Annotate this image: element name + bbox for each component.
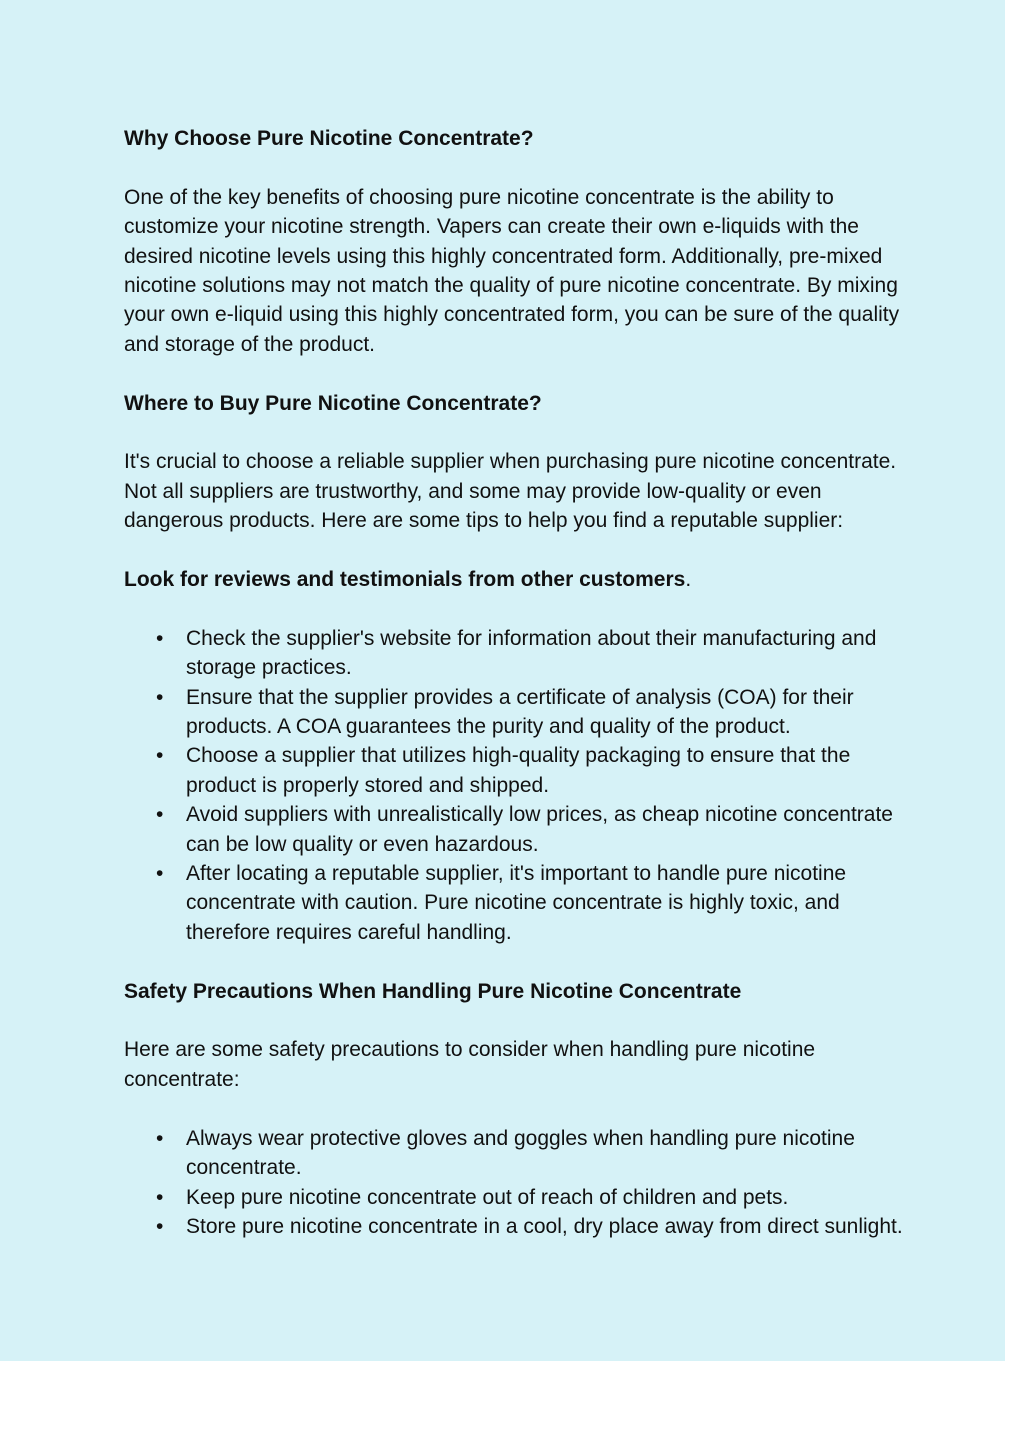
list-item: • After locating a reputable supplier, it's important to handle pure nicotine concentrate with caution. Pure nicotine concentrate is highly toxic, and therefore requires careful handling. bbox=[186, 859, 914, 947]
why-paragraph: One of the key benefits of choosing pure nicotine concentrate is the ability to customize your nicotine strength. Vapers can create their own e-liquids with the desired nicotine levels using this highly concentrated form. Additionally, pre-mixed nicotine solutions may not match the quality of pure nicotine concentrate. By mixing your own e-liquid using this highly concentrated form, you can be sure of the quality and storage of the product. bbox=[124, 185, 900, 356]
supplier-tips-list bbox=[124, 624, 914, 947]
list-item: • Choose a supplier that utilizes high-quality packaging to ensure that the product is properly stored and shipped. bbox=[186, 741, 914, 800]
list-item: • Keep pure nicotine concentrate out of reach of children and pets. bbox=[186, 1183, 914, 1212]
reviews-tip bbox=[124, 565, 914, 594]
list-item: • Check the supplier's website for information about their manufacturing and storage practices. bbox=[186, 624, 914, 683]
list-item: • Ensure that the supplier provides a certificate of analysis (COA) for their products. A COA guarantees the purity and quality of the product. bbox=[186, 683, 914, 742]
why-heading: Why Choose Pure Nicotine Concentrate? bbox=[124, 127, 534, 150]
safety-precautions-list bbox=[124, 1124, 914, 1242]
list-item: • Avoid suppliers with unrealistically low prices, as cheap nicotine concentrate can be low quality or even hazardous. bbox=[186, 800, 914, 859]
reviews-tip-suffix: . bbox=[685, 568, 692, 592]
document-content bbox=[124, 124, 914, 1271]
safety-heading: Safety Precautions When Handling Pure Nicotine Concentrate bbox=[124, 979, 742, 1003]
reviews-tip-bold: Look for reviews and testimonials from other customers bbox=[124, 568, 686, 592]
list-item: • Always wear protective gloves and goggles when handling pure nicotine concentrate. bbox=[186, 1124, 914, 1183]
list-item: • Store pure nicotine concentrate in a cool, dry place away from direct sunlight. bbox=[186, 1212, 914, 1241]
where-heading: Where to Buy Pure Nicotine Concentrate? bbox=[124, 391, 542, 415]
where-paragraph: It's crucial to choose a reliable supplier when purchasing pure nicotine concentrate. Not all suppliers are trustworthy, and some may provide low-quality or even dangerous products. Here are some tips to help you find a reputable supplier: bbox=[124, 450, 897, 533]
safety-paragraph: Here are some safety precautions to consider when handling pure nicotine concentrate: bbox=[124, 1038, 816, 1091]
